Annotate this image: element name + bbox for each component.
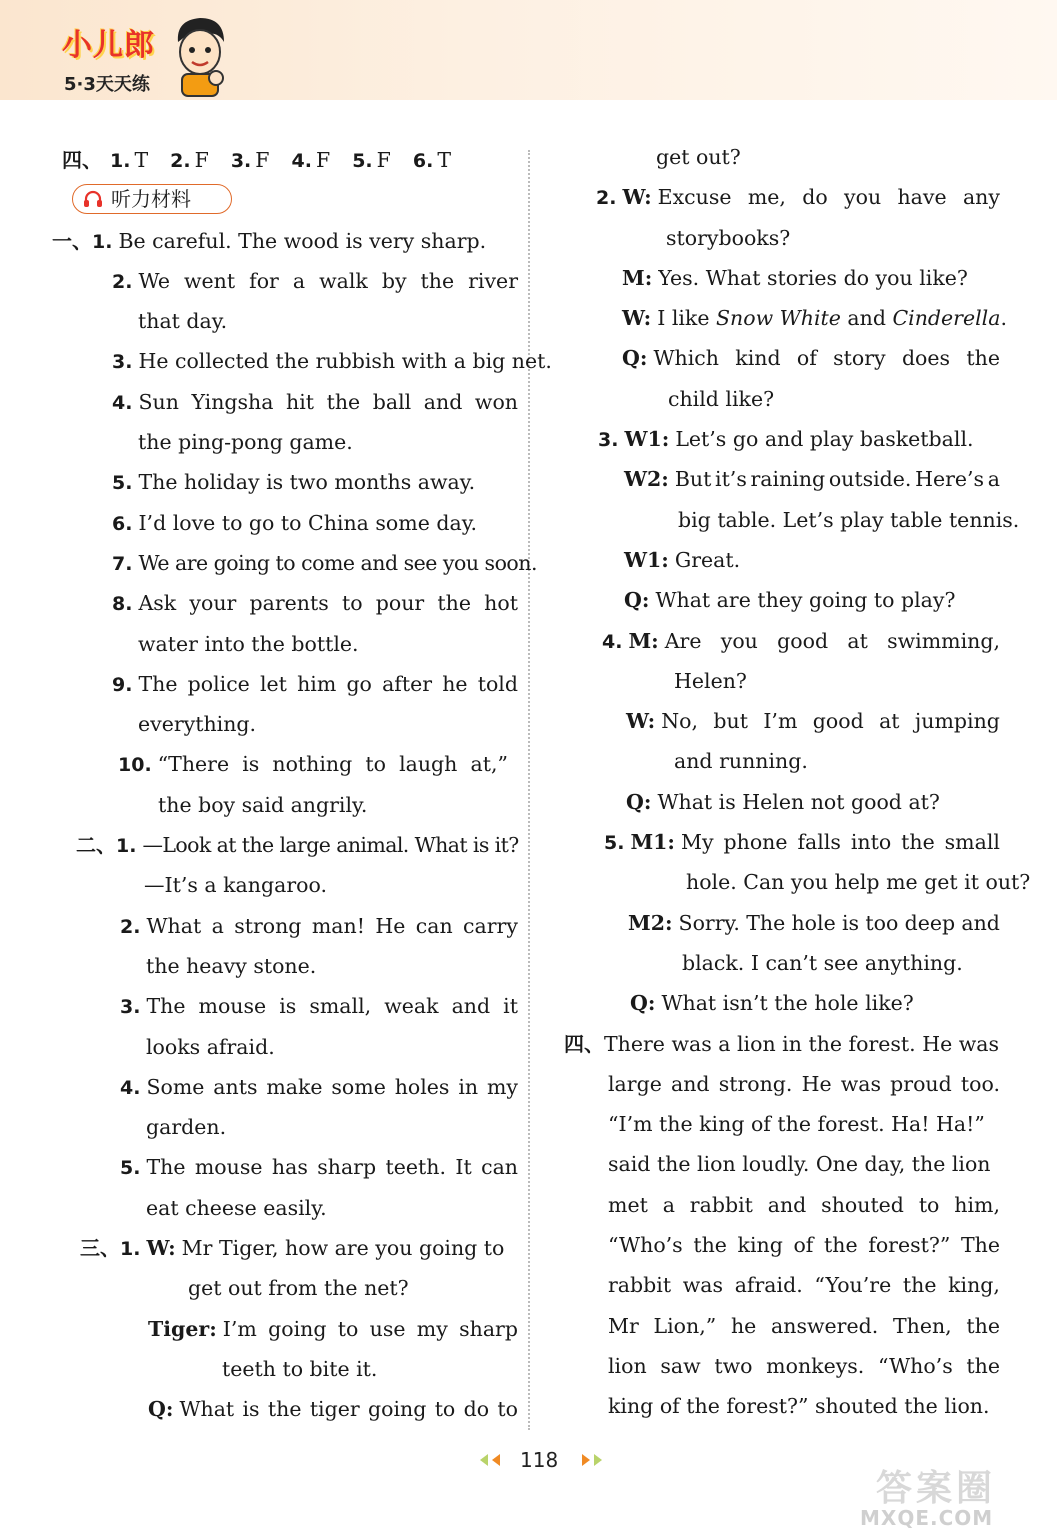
section-mark: 三、 [80, 1236, 120, 1261]
text-line: 2. We went for a walk by the river [112, 268, 518, 293]
text-line: black. I can’t see anything. [682, 950, 963, 975]
listening-badge [72, 184, 232, 214]
text-line: 3. He collected the rubbish with a big net. [112, 349, 552, 374]
text-line: 三、1. W: Mr Tiger, how are you going to [80, 1236, 505, 1261]
text-line: W: No, but I’m good at jumping [626, 709, 1000, 734]
listening-header [62, 180, 518, 220]
section-mark: 二、 [76, 833, 116, 858]
text-line: W2: But it’s raining outside. Here’s a [624, 467, 1000, 492]
prev-arrows-icon [478, 1452, 506, 1471]
logo-series: 5·3天天练 [64, 74, 150, 95]
answer-item: 1. T [110, 148, 149, 172]
text-line: 4. M: Are you good at swimming, [602, 628, 1000, 653]
text-line: that day. [138, 309, 228, 334]
text-line: everything. [138, 712, 257, 737]
mascot-boy-icon [168, 12, 232, 98]
text-line: teeth to bite it. [222, 1356, 378, 1381]
text-line: rabbit was afraid. “You’re the king, [608, 1273, 1000, 1298]
text-line: “I’m the king of the forest. Ha! Ha!” [608, 1112, 985, 1137]
text-line: child like? [668, 386, 775, 411]
text-line: get out? [656, 145, 741, 169]
answer-item: 2. F [170, 148, 209, 172]
text-line: storybooks? [666, 225, 791, 250]
text-line: said the lion loudly. One day, the lion [608, 1152, 991, 1177]
text-line: 9. The police let him go after he told [112, 671, 518, 696]
headphones-icon [83, 190, 103, 208]
text-line: 5. The holiday is two months away. [112, 470, 476, 495]
text-line: Q: What is Helen not good at? [626, 789, 940, 814]
text-line: 2. W: Excuse me, do you have any [596, 185, 1000, 210]
text-line: 3. The mouse is small, weak and it [120, 994, 518, 1019]
right-column [560, 137, 1031, 1427]
text-line: eat cheese easily. [146, 1195, 327, 1220]
listening-label: 听力材料 [111, 187, 191, 212]
text-line: met a rabbit and shouted to him, [608, 1192, 1000, 1217]
text-line: 6. I’d love to go to China some day. [112, 510, 478, 535]
text-line: large and strong. He was proud too. [608, 1071, 1000, 1096]
text-line: get out from the net? [188, 1276, 409, 1301]
answer-item: 3. F [230, 148, 270, 172]
text-line: water into the bottle. [138, 631, 359, 656]
text-line: lion saw two monkeys. “Who’s the [608, 1353, 1000, 1378]
text-line: 8. Ask your parents to pour the hot [112, 591, 518, 616]
answer-item: 5. F [352, 148, 391, 172]
text-line: 2. What a strong man! He can carry [120, 913, 518, 938]
text-line: the ping-pong game. [138, 430, 353, 455]
text-line: Q: What is the tiger going to do to [148, 1397, 518, 1422]
text-line: “Who’s the king of the forest?” The [608, 1233, 1000, 1258]
answer-item: 4. F [291, 148, 331, 172]
text-line: big table. Let’s play table tennis. [678, 507, 1020, 532]
text-line: W: I like Snow White and Cinderella. [622, 306, 1007, 331]
left-column [52, 140, 552, 1430]
text-line: hole. Can you help me get it out? [686, 870, 1031, 895]
text-line: Helen? [674, 668, 747, 693]
text-line: W1: Great. [624, 547, 741, 572]
text-line: M: Yes. What stories do you like? [622, 265, 968, 290]
text-line: 5. M1: My phone falls into the small [604, 830, 1000, 855]
text-line: 4. Some ants make some holes in my [120, 1074, 518, 1099]
answer-item: 6. T [412, 148, 452, 172]
text-line: 7. We are going to come and see you soon. [112, 550, 537, 575]
text-line: garden. [146, 1115, 227, 1140]
text-line: king of the forest?” shouted the lion. [608, 1394, 990, 1419]
publisher-logo [58, 12, 238, 102]
column-divider [528, 150, 530, 1430]
logo-brand: 小儿郎 [62, 28, 155, 63]
text-line: the boy said angrily. [158, 792, 368, 817]
text-line: and running. [674, 749, 808, 774]
next-arrows-icon [576, 1452, 604, 1471]
text-line: Tiger: I’m going to use my sharp [148, 1316, 518, 1341]
text-line: 3. W1: Let’s go and play basketball. [598, 427, 974, 452]
page-number: 118 [520, 1448, 559, 1472]
text-line: 二、1. —Look at the large animal. What is it? [76, 833, 519, 858]
text-line: 10. “There is nothing to laugh at,” [118, 752, 508, 777]
text-line: Q: Which kind of story does the [622, 346, 1000, 371]
section-mark: 四、 [62, 148, 102, 172]
text-line: 5. The mouse has sharp teeth. It can [120, 1155, 518, 1180]
watermark-logo: 答案圈 [876, 1468, 997, 1509]
text-line: M2: Sorry. The hole is too deep and [628, 910, 1000, 935]
text-line: Q: What are they going to play? [624, 588, 956, 613]
text-line: —It’s a kangaroo. [144, 873, 327, 898]
watermark-url: MXQE.COM [860, 1506, 994, 1530]
text-line: the heavy stone. [146, 953, 317, 978]
text-line: 4. Sun Yingsha hit the ball and won [112, 389, 518, 414]
text-line: looks afraid. [146, 1034, 275, 1059]
text-line: 四、There was a lion in the forest. He was [564, 1031, 1000, 1056]
section-mark: 一、 [52, 228, 92, 253]
watermark [856, 1460, 1046, 1530]
text-line: Mr Lion,” he answered. Then, the [608, 1313, 1000, 1338]
answer-row [62, 140, 518, 180]
text-line: 一、1. Be careful. The wood is very sharp. [52, 228, 487, 253]
section-mark: 四、 [564, 1031, 604, 1056]
text-line: Q: What isn’t the hole like? [630, 991, 914, 1016]
